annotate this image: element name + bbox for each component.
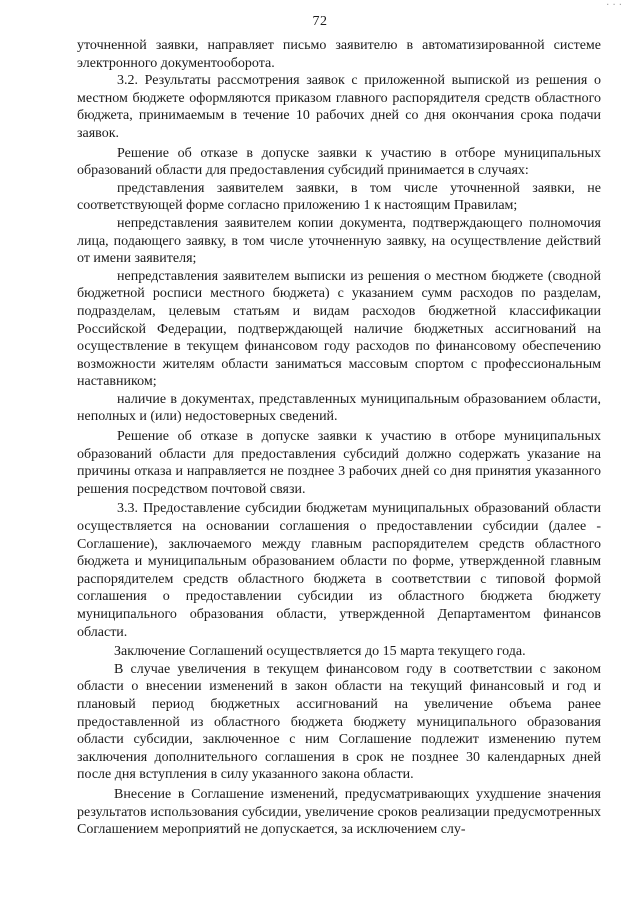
page-number: 72 <box>312 14 328 29</box>
paragraph-continuation: уточненной заявки, направляет письмо заявителю в автоматизированной системе электронного документооборота. <box>77 38 601 71</box>
paragraph-agreement-deadline: Заключение Соглашений осуществляется до 15 марта текущего года. <box>114 644 526 660</box>
corner-mark: · · · <box>606 0 622 11</box>
list-item-form-mismatch: представления заявителем заявки, в том числе уточненной заявки, не соответствующей форме согласно приложению 1 к настоящим Правилам; <box>77 180 601 214</box>
paragraph-3-3: 3.3. Предоставление субсидии бюджетам муниципальных образований области осуществляется на основании соглашения о предоставлении субсидии (далее - Соглашение), заключаемого между главным распорядителем средств областного бюджета и муниципальным образованием области по форме, утвержденной главным распорядителем средств областного бюджета в соответствии с типовой формой соглашения о предоставлении субсидии из областного бюджета бюджету муниципального образования области, утвержденной Департаментом финансов области. <box>77 501 601 640</box>
paragraph-refusal-notice: Решение об отказе в допуске заявки к участию в отборе муниципальных образований области для предоставления субсидий должно содержать указание на причины отказа и направляется не позднее 3 рабочих дней со дня принятия указанного решения посредством почтовой связи. <box>77 429 601 497</box>
document-body <box>77 37 601 839</box>
list-item-no-budget-extract: непредставления заявителем выписки из решения о местном бюджете (сводной бюджетной росписи местного бюджета) с указанием сумм расходов по разделам, подразделам, целевым статьям и видам расходов бюджетной классификации Российской Федерации, подтверждающей наличие бюджетных ассигнований на осуществление в текущем финансовом году расходов по финансовому обеспечению возможности жителям области заниматься массовым спортом с профессиональным наставником; <box>77 268 601 390</box>
paragraph-3-2: 3.2. Результаты рассмотрения заявок с приложенной выпиской из решения о местном бюджете оформляются приказом главного распорядителя средств областного бюджета, принимаемым в течение 10 рабочих дней со дня окончания срока подачи заявок. <box>77 73 601 141</box>
list-item-no-authority-copy: непредставления заявителем копии документа, подтверждающего полномочия лица, подающего заявку, в том числе уточненную заявку, на осуществление действий от имени заявителя; <box>77 215 601 267</box>
list-item-incomplete-info: наличие в документах, представленных муниципальным образованием области, неполных и (или) недостоверных сведений. <box>77 391 601 425</box>
paragraph-refusal-cases: Решение об отказе в допуске заявки к участию в отборе муниципальных образований области для предоставления субсидий принимается в случаях: <box>77 145 601 179</box>
paragraph-agreement-changes: Внесение в Соглашение изменений, предусматривающих ухудшение значения результатов использования субсидии, увеличение сроков реализации предусмотренных Соглашением мероприятий не допускается, за исключением слу- <box>77 786 601 838</box>
paragraph-subsidy-increase: В случае увеличения в текущем финансовом году в соответствии с законом области о внесении изменений в закон области на текущий финансовый и год и плановый период бюджетных ассигнований на увеличение объема ранее предоставленной из областного бюджета бюджету муниципального образования области субсидии, заключенное с ним Соглашение подлежит изменению путем заключения дополнительного соглашения в срок не позднее 30 календарных дней после дня вступления в силу указанного закона области. <box>77 661 601 783</box>
